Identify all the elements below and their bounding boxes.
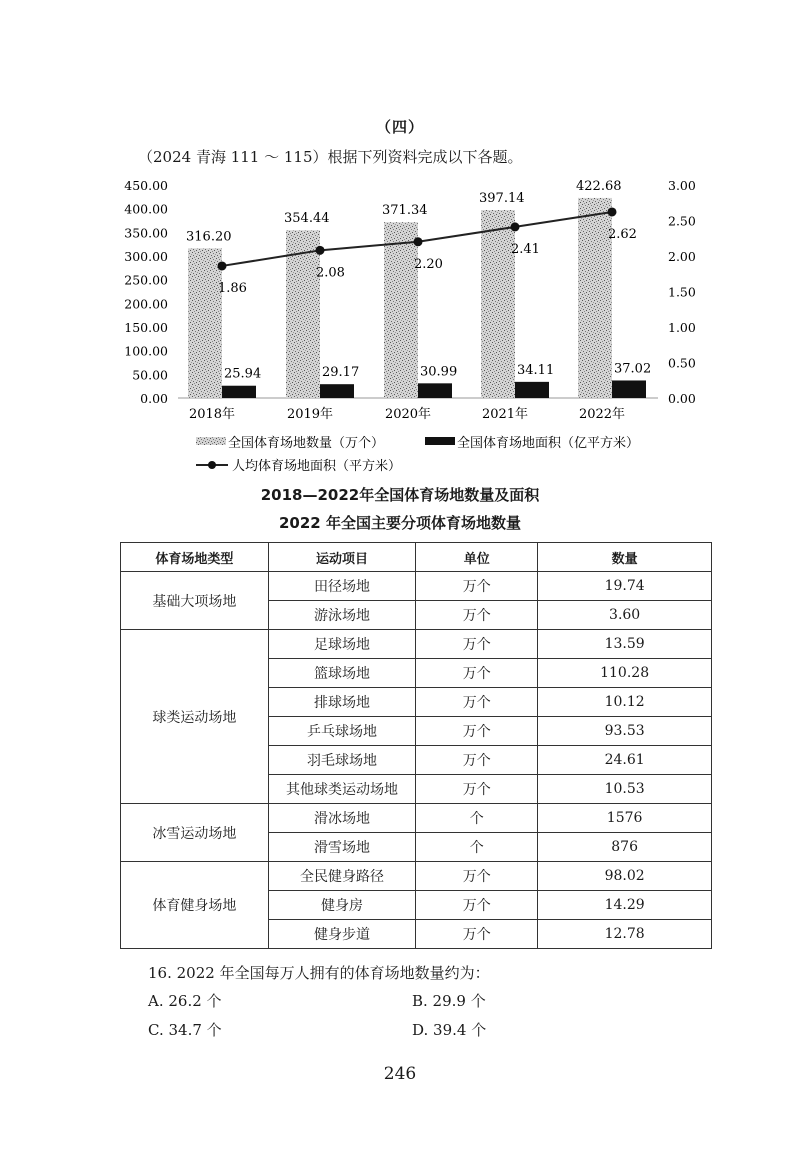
legend-label-area: 全国体育场地面积（亿平方米） bbox=[457, 436, 640, 451]
intro-text: （2024 青海 111 ～ 115）根据下列资料完成以下各题。 bbox=[138, 148, 523, 166]
left-axis-tick-label: 350.00 bbox=[124, 225, 168, 241]
quantity: 98.02 bbox=[538, 862, 712, 891]
left-axis-tick-label: 400.00 bbox=[124, 201, 168, 217]
line-point-per-capita bbox=[511, 222, 520, 231]
bar-venue-area-label: 37.02 bbox=[614, 361, 652, 377]
option-d[interactable]: D. 39.4 个 bbox=[412, 1021, 487, 1039]
right-axis-tick-label: 3.00 bbox=[668, 178, 696, 193]
legend-label-percapita: 人均体育场地面积（平方米） bbox=[232, 459, 402, 474]
table-header-row bbox=[121, 543, 712, 572]
unit: 万个 bbox=[416, 891, 538, 920]
header-unit: 单位 bbox=[416, 543, 538, 572]
x-axis-tick-label: 2019年 bbox=[286, 407, 334, 422]
quantity: 1576 bbox=[538, 804, 712, 833]
x-axis-tick-label: 2018年 bbox=[188, 407, 236, 422]
bar-venue-area-label: 25.94 bbox=[224, 366, 262, 382]
legend-label-count: 全国体育场地数量（万个） bbox=[228, 436, 385, 451]
option-c[interactable]: C. 34.7 个 bbox=[148, 1021, 222, 1039]
option-b[interactable]: B. 29.9 个 bbox=[412, 992, 486, 1010]
right-axis-tick-label: 1.00 bbox=[668, 320, 696, 335]
table-row bbox=[121, 572, 712, 601]
page-number: 246 bbox=[383, 1064, 417, 1084]
unit: 万个 bbox=[416, 601, 538, 630]
bar-venue-area bbox=[418, 383, 452, 398]
bar-venue-count-label: 371.34 bbox=[382, 203, 428, 219]
line-point-label: 2.62 bbox=[608, 226, 637, 242]
venue-category: 体育健身场地 bbox=[121, 862, 269, 949]
quantity: 93.53 bbox=[538, 717, 712, 746]
line-point-per-capita bbox=[316, 246, 325, 255]
bar-venue-count-label: 316.20 bbox=[186, 229, 232, 245]
quantity: 3.60 bbox=[538, 601, 712, 630]
option-a[interactable]: A. 26.2 个 bbox=[148, 992, 222, 1010]
legend-swatch-area bbox=[425, 437, 455, 445]
quantity: 110.28 bbox=[538, 659, 712, 688]
bar-venue-count bbox=[481, 210, 515, 398]
legend-swatch-count bbox=[196, 437, 226, 445]
quantity: 24.61 bbox=[538, 746, 712, 775]
sport-name: 田径场地 bbox=[268, 572, 416, 601]
question-stem: 16. 2022 年全国每万人拥有的体育场地数量约为： bbox=[148, 964, 490, 982]
header-quantity: 数量 bbox=[538, 543, 712, 572]
venue-category: 冰雪运动场地 bbox=[121, 804, 269, 862]
left-axis-tick-label: 100.00 bbox=[124, 343, 168, 359]
quantity: 10.53 bbox=[538, 775, 712, 804]
bar-venue-area-label: 34.11 bbox=[517, 362, 555, 378]
right-axis-tick-label: 0.00 bbox=[668, 391, 696, 406]
line-point-per-capita bbox=[608, 207, 617, 216]
quantity: 12.78 bbox=[538, 920, 712, 949]
table-row bbox=[121, 630, 712, 659]
bar-venue-count bbox=[384, 222, 418, 398]
quantity: 876 bbox=[538, 833, 712, 862]
x-axis-tick-label: 2020年 bbox=[384, 407, 432, 422]
sport-name: 滑冰场地 bbox=[268, 804, 416, 833]
sport-name: 健身房 bbox=[268, 891, 416, 920]
unit: 万个 bbox=[416, 572, 538, 601]
line-point-label: 2.08 bbox=[316, 265, 345, 281]
unit: 万个 bbox=[416, 920, 538, 949]
table-caption: 2022 年全国主要分项体育场地数量 bbox=[279, 514, 521, 532]
sport-name: 乒乓球场地 bbox=[268, 717, 416, 746]
line-point-per-capita bbox=[218, 261, 227, 270]
sport-name: 篮球场地 bbox=[268, 659, 416, 688]
x-axis-tick-label: 2022年 bbox=[578, 407, 626, 422]
bar-venue-area bbox=[222, 386, 256, 398]
unit: 万个 bbox=[416, 775, 538, 804]
section-title: （四） bbox=[375, 118, 424, 136]
bar-venue-count-label: 397.14 bbox=[479, 191, 525, 207]
sport-name: 排球场地 bbox=[268, 688, 416, 717]
left-axis-tick-label: 0.00 bbox=[140, 391, 168, 406]
venue-table bbox=[120, 542, 712, 949]
bar-venue-area-label: 30.99 bbox=[420, 364, 458, 380]
sport-name: 游泳场地 bbox=[268, 601, 416, 630]
quantity: 13.59 bbox=[538, 630, 712, 659]
bar-venue-area bbox=[612, 380, 646, 398]
chart-caption: 2018—2022年全国体育场地数量及面积 bbox=[260, 486, 540, 504]
unit: 万个 bbox=[416, 630, 538, 659]
venue-category: 基础大项场地 bbox=[121, 572, 269, 630]
bar-venue-area bbox=[320, 384, 354, 398]
right-axis-tick-label: 2.50 bbox=[668, 213, 696, 229]
legend-swatch-marker bbox=[208, 461, 216, 469]
left-axis-tick-label: 250.00 bbox=[124, 272, 168, 288]
line-point-per-capita bbox=[414, 237, 423, 246]
left-axis-tick-label: 300.00 bbox=[124, 249, 168, 264]
sport-name: 健身步道 bbox=[268, 920, 416, 949]
unit: 万个 bbox=[416, 862, 538, 891]
line-point-label: 1.86 bbox=[218, 280, 247, 296]
right-axis-tick-label: 0.50 bbox=[668, 355, 696, 371]
sport-name: 滑雪场地 bbox=[268, 833, 416, 862]
quantity: 14.29 bbox=[538, 891, 712, 920]
unit: 万个 bbox=[416, 688, 538, 717]
unit: 万个 bbox=[416, 746, 538, 775]
header-type: 体育场地类型 bbox=[121, 543, 269, 572]
venue-category: 球类运动场地 bbox=[121, 630, 269, 804]
table-row bbox=[121, 804, 712, 833]
right-axis-tick-label: 2.00 bbox=[668, 249, 696, 264]
bar-venue-count-label: 422.68 bbox=[576, 178, 622, 194]
quantity: 10.12 bbox=[538, 688, 712, 717]
sport-name: 其他球类运动场地 bbox=[268, 775, 416, 804]
sport-name: 羽毛球场地 bbox=[268, 746, 416, 775]
unit: 个 bbox=[416, 804, 538, 833]
left-axis-tick-label: 150.00 bbox=[124, 320, 168, 335]
left-axis-tick-label: 450.00 bbox=[124, 178, 168, 193]
quantity: 19.74 bbox=[538, 572, 712, 601]
unit: 万个 bbox=[416, 659, 538, 688]
unit: 个 bbox=[416, 833, 538, 862]
unit: 万个 bbox=[416, 717, 538, 746]
bar-venue-count bbox=[188, 248, 222, 398]
x-axis-tick-label: 2021年 bbox=[481, 407, 529, 422]
line-point-label: 2.41 bbox=[511, 241, 540, 257]
bar-venue-area bbox=[515, 382, 549, 398]
left-axis-tick-label: 50.00 bbox=[132, 367, 168, 383]
combo-chart bbox=[0, 0, 800, 480]
left-axis-tick-label: 200.00 bbox=[124, 296, 168, 312]
table-row bbox=[121, 862, 712, 891]
bar-venue-count bbox=[578, 198, 612, 398]
sport-name: 足球场地 bbox=[268, 630, 416, 659]
sport-name: 全民健身路径 bbox=[268, 862, 416, 891]
bar-venue-count-label: 354.44 bbox=[284, 211, 330, 227]
right-axis-tick-label: 1.50 bbox=[668, 284, 696, 300]
bar-venue-area-label: 29.17 bbox=[322, 365, 360, 381]
header-sport: 运动项目 bbox=[268, 543, 416, 572]
line-point-label: 2.20 bbox=[414, 256, 443, 272]
